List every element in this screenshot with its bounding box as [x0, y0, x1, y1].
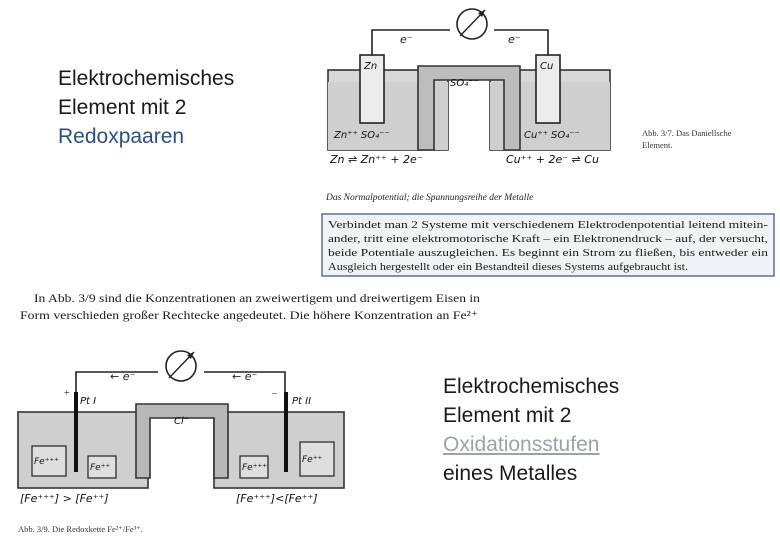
left-box-big: Fe⁺⁺⁺ — [34, 457, 59, 467]
redox-electron-right: ← e⁻ — [232, 370, 258, 383]
bottom-title-line2: Element mit 2 — [443, 404, 572, 427]
daniell-electron-left: e⁻ — [400, 33, 413, 46]
minus-sign: – — [272, 388, 277, 399]
daniell-cell-diagram — [320, 0, 780, 212]
textbox-line4: Ausgleich hergestellt oder ein Bestandteil dieses Systems aufgebraucht ist. — [328, 262, 688, 273]
left-reaction: Zn ⇌ Zn⁺⁺ + 2e⁻ — [330, 153, 423, 166]
textbox-line1: Verbindet man 2 Systeme mit verschiedenem Elektrodenpotential leitend mitein- — [328, 220, 768, 231]
right-reaction: Cu⁺⁺ + 2e⁻ ⇌ Cu — [506, 153, 599, 166]
left-ions: Zn⁺⁺ SO₄⁻⁻ — [334, 130, 390, 141]
top-title-line2: Element mit 2 — [58, 96, 187, 119]
daniell-electron-right: e⁻ — [508, 33, 521, 46]
paragraph-block — [20, 288, 490, 324]
left-relation: [Fe⁺⁺⁺] > [Fe⁺⁺] — [20, 492, 109, 505]
bottom-title-line1: Elektrochemisches — [443, 375, 620, 398]
bottom-title-link[interactable]: Oxidationsstufen — [443, 433, 600, 456]
redox-caption: Abb. 3/9. Die Redoxkette Fe²⁺/Fe³⁺. — [18, 524, 143, 534]
textbox-line3: beide Potentiale auszugleichen. Es beginnt ein Strom zu fließen, bis entweder ein — [328, 248, 768, 259]
explanation-textbox — [320, 212, 780, 278]
bottom-slide-title — [443, 372, 619, 488]
right-box-small: Fe⁺⁺⁺ — [242, 463, 267, 473]
electrode-left-label: Pt I — [80, 396, 97, 407]
electrode-right-label: Pt II — [292, 396, 312, 407]
left-box-small: Fe⁺⁺ — [90, 463, 111, 473]
zinc-label: Zn — [364, 61, 378, 72]
redox-chain-diagram — [10, 338, 350, 540]
right-box-big: Fe⁺⁺ — [302, 455, 323, 465]
plus-sign: + — [64, 388, 70, 399]
platinum-electrode-right — [284, 392, 288, 472]
right-relation: [Fe⁺⁺⁺]<[Fe⁺⁺] — [236, 492, 318, 505]
top-title-line3: Redoxpaaren — [58, 125, 185, 148]
paragraph-line1: In Abb. 3/9 sind die Konzentrationen an zweiwertigem und dreiwertigem Eisen in — [34, 293, 481, 305]
section-heading: Das Normalpotential; die Spannungsreihe der Metalle — [326, 193, 534, 203]
redox-bridge-label: Cl⁻ — [174, 416, 190, 427]
textbox-line2: ander, tritt eine elektromotorische Kraft – ein Elektronendruck – auf, der versucht, — [328, 234, 768, 245]
daniell-bridge-label: SO₄⁻⁻ — [450, 78, 479, 89]
daniell-caption-line2: Element. — [642, 140, 673, 150]
paragraph-line2: Form verschieden großer Rechtecke angedeutet. Die höhere Konzentration an Fe²⁺ — [20, 310, 478, 322]
platinum-electrode-left — [74, 392, 78, 472]
top-slide-title — [58, 64, 234, 151]
bottom-title-line4: eines Metalles — [443, 462, 578, 485]
right-ions: Cu⁺⁺ SO₄⁻⁻ — [524, 130, 580, 141]
redox-electron-left: ← e⁻ — [110, 370, 136, 383]
daniell-caption-line1: Abb. 3/7. Das Daniellsche — [642, 128, 732, 138]
top-title-line1: Elektrochemisches — [58, 67, 235, 90]
copper-label: Cu — [540, 61, 554, 72]
